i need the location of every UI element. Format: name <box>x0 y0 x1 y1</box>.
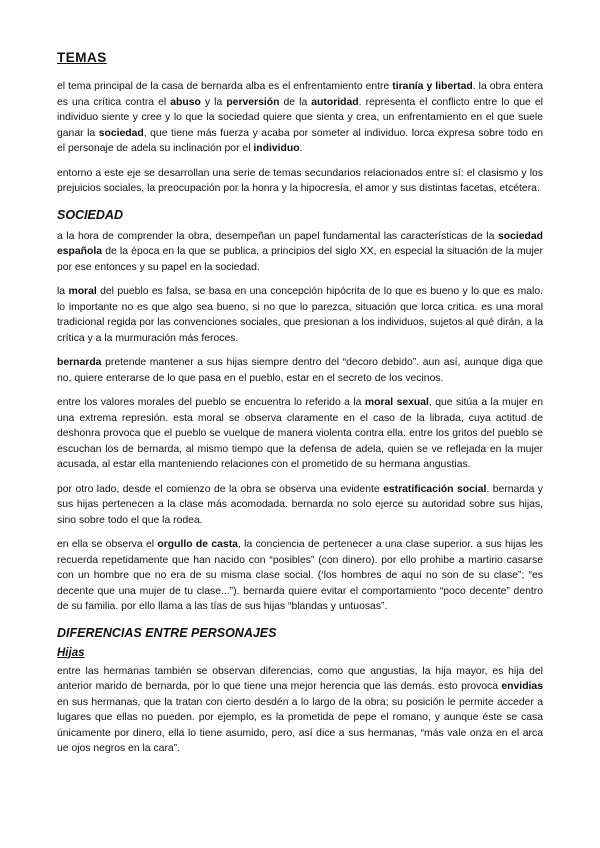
bold-term: sociedad <box>98 127 144 139</box>
temas-paragraph-2: entorno a este eje se desarrollan una serie de temas secundarios relacionados entre sí: el clasismo y los prejuicios sociales, la preocupación por la honra y la hipocresía, el amor y sus distintas facetas, etcétera. <box>57 167 543 194</box>
bold-term: autoridad <box>311 96 359 108</box>
bold-term: perversión <box>226 96 280 108</box>
bold-term: abuso <box>170 96 201 108</box>
sociedad-paragraph-2: la moral del pueblo es falsa, se basa en una concepción hipócrita de lo que es bueno y lo que es malo. lo importante no es que algo sea bueno, si no que lo parezca, situación que lorca critica. es una moral tradicional regida por las convenciones sociales, que presionan a los individuos, sujetos al qué dirán, a la crítica y a la murmuración más feroces. <box>57 286 543 344</box>
section-heading-sociedad: SOCIEDAD <box>57 207 123 222</box>
sociedad-paragraph-6: en ella se observa el orgullo de casta, la conciencia de pertenecer a una clase superior. a sus hijas les recuerda repetidamente que han nacido con “posibles” (con dinero). por ello prohibe a martirio casarse con un hombre que no era de su misma clase social. (‘los hombres de aquí no son de su clase”; “es decente que una mujer de tu clase...”). bernarda quiere evitar el comportamiento “poco decente” dentro de su familia. por ello llama a las tías de sus hijas “blandas y untuosas”. <box>57 539 543 612</box>
sociedad-paragraph-5: por otro lado, desde el comienzo de la obra se observa una evidente estratificación social. bernarda y sus hijas pertenecen a la clase más acomodada. bernarda no solo ejerce su autoridad sobre sus hijas, sino sobre todo el que la rodea. <box>57 483 543 526</box>
temas-paragraph-1: el tema principal de la casa de bernarda alba es el enfrentamiento entre tiranía y libertad. la obra entera es una crítica contra el abuso y la perversión de la autoridad. representa el conflicto entre lo que el individuo siente y cree y lo que la sociedad quiere que sienta y crea, un enfrentamiento en el que suele ganar la sociedad, que tiene más fuerza y acaba por someter al individuo. lorca expresa sobre todo en el personaje de adela su inclinación por el individuo. <box>57 81 544 154</box>
page-title: TEMAS <box>57 50 107 65</box>
bold-term: orgullo de casta <box>157 539 238 550</box>
bold-term: bernarda <box>57 357 102 368</box>
sociedad-paragraph-1: a la hora de comprender la obra, desempeñan un papel fundamental las características de la sociedad española de la época en la que se publica, a principios del siglo XX, en especial la situación de la mujer por ese entonces y su papel en la sociedad. <box>57 230 543 273</box>
bold-term: estratificación social <box>383 483 487 495</box>
bold-term: tiranía y libertad <box>392 81 473 92</box>
bold-term: moral <box>68 286 97 297</box>
subheading-hijas: Hijas <box>57 646 85 659</box>
document-page <box>57 50 543 766</box>
bold-term: individuo <box>253 143 300 154</box>
hijas-paragraph: entre las hermanas también se observan diferencias, como que angustias, la hija mayor, es hija del anterior marido de bernarda, por lo que tiene una mejor herencia que las demás. esto provoca envidias en sus hermanas, que la tratan con cierto desdén a lo largo de la obra; su posición le permite acceder a lugares que ellas no pueden. por ejemplo, es la prometida de pepe el romano, y aunque éste se casa únicamente por dinero, ella lo tiene asumido, pero, así dice a sus hermanas, “más vale onza en el arca ue ojos negros en la cara”. <box>57 665 543 754</box>
bold-term: envidias <box>501 681 543 692</box>
section-heading-diferencias: DIFERENCIAS ENTRE PERSONAJES <box>57 625 277 640</box>
bold-term: moral sexual <box>364 397 429 408</box>
bold-term: sociedad española <box>57 230 543 257</box>
sociedad-paragraph-3: bernarda pretende mantener a sus hijas siempre dentro del “decoro debido”. aun así, aunque diga que no, quiere enterarse de lo que pasa en el pueblo, estar en el secreto de los vecinos. <box>57 357 543 384</box>
sociedad-paragraph-4: entre los valores morales del pueblo se encuentra lo referido a la moral sexual, que sitúa a la mujer en una extrema represión. esta moral se observa claramente en el caso de la librada, cuya actitud de deshonra provoca que el pueblo se vuelque de manera violenta contra ella. entre los gritos del pueblo se escuchan los de bernarda, al mismo tiempo que la defensa de adela, quien se ve reflejada en la mujer acusada, al estar ella manteniendo relaciones con el prometido de su hermana angustias. <box>57 397 543 470</box>
